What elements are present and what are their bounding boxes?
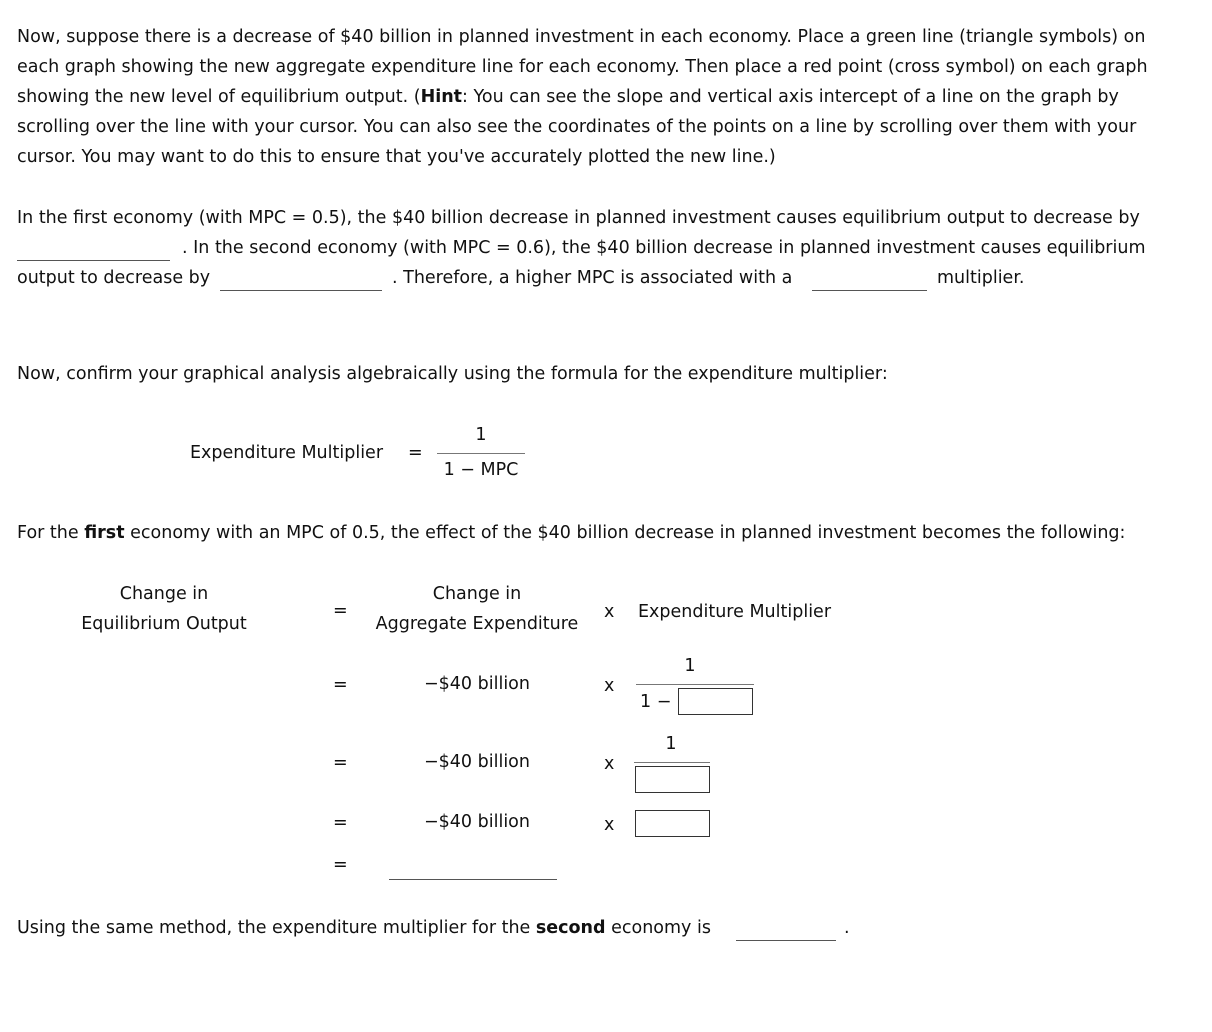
row2-times: x — [604, 754, 615, 774]
first-economy-text — [17, 518, 1125, 548]
row3-equals: = — [333, 813, 348, 833]
row4-equals: = — [333, 855, 348, 875]
equilibrium-change-blank[interactable] — [389, 879, 557, 880]
first-economy-after: economy with an MPC of 0.5, the effect of the $40 billion decrease in planned investment becomes the following: — [124, 523, 1126, 543]
second-period: . — [844, 918, 850, 938]
second-economy-before: Using the same method, the expenditure multiplier for the — [17, 918, 536, 938]
question-line-3-part3: multiplier. — [937, 268, 1025, 288]
row3-times: x — [604, 815, 615, 835]
row1-numerator: 1 — [684, 656, 696, 676]
confirm-text: Now, confirm your graphical analysis algebraically using the formula for the expenditure multiplier: — [17, 364, 888, 384]
second-bold: second — [535, 918, 606, 938]
intro-line-3 — [17, 82, 1119, 112]
question-line-3-part2: . Therefore, a higher MPC is associated with a — [392, 268, 793, 288]
denominator-input[interactable] — [635, 766, 710, 793]
intro-line-5: cursor. You may want to do this to ensure that you've accurately plotted the new line.) — [17, 147, 776, 167]
col3: Expenditure Multiplier — [638, 602, 832, 622]
col2-line1: Change in — [432, 584, 522, 604]
hint-label: Hint — [420, 87, 463, 107]
col1-line2: Equilibrium Output — [81, 614, 247, 634]
formula-denominator: 1 − MPC — [443, 460, 519, 480]
col2-line2: Aggregate Expenditure — [375, 614, 579, 634]
row2-equals: = — [333, 753, 348, 773]
intro-line-1: Now, suppose there is a decrease of $40 billion in planned investment in each economy. Place a green line (triangle symbols) on — [17, 27, 1146, 47]
question-line-3-part1: output to decrease by — [17, 268, 211, 288]
multiplier-size-blank[interactable] — [812, 290, 927, 291]
second-economy-text — [17, 913, 711, 943]
question-line-1: In the first economy (with MPC = 0.5), the $40 billion decrease in planned investment causes equilibrium output to decrease by — [17, 208, 1140, 228]
row2-fraction-bar — [634, 762, 710, 763]
formula-fraction-bar — [437, 453, 525, 454]
row2-numerator: 1 — [665, 734, 677, 754]
row1-one-minus: 1 − — [640, 692, 672, 712]
first-economy-before: For the — [17, 523, 85, 543]
multiplier-input[interactable] — [635, 810, 710, 837]
output-decrease-second-blank[interactable] — [220, 290, 382, 291]
row1-fraction-bar — [636, 684, 754, 685]
row3-change: −$40 billion — [424, 812, 530, 832]
formula-numerator: 1 — [475, 425, 487, 445]
intro-line-3-before: showing the new level of equilibrium output. ( — [17, 87, 421, 107]
output-decrease-first-blank[interactable] — [17, 260, 170, 261]
mpc-input[interactable] — [678, 688, 753, 715]
first-bold: first — [84, 523, 125, 543]
row1-times: x — [604, 676, 615, 696]
header-equals: = — [333, 601, 348, 621]
intro-line-3-after: : You can see the slope and vertical axis intercept of a line on the graph by — [462, 87, 1119, 107]
intro-line-4: scrolling over the line with your cursor. You can also see the coordinates of the points on a line by scrolling over them with your — [17, 117, 1137, 137]
question-line-2: . In the second economy (with MPC = 0.6), the $40 billion decrease in planned investment causes equilibrium — [182, 238, 1146, 258]
row2-change: −$40 billion — [424, 752, 530, 772]
second-multiplier-blank[interactable] — [736, 940, 836, 941]
header-times: x — [604, 602, 615, 622]
row1-change: −$40 billion — [424, 674, 530, 694]
second-economy-after: economy is — [605, 918, 711, 938]
formula-equals: = — [408, 443, 423, 463]
formula-label: Expenditure Multiplier — [190, 443, 384, 463]
intro-line-2: each graph showing the new aggregate expenditure line for each economy. Then place a red point (cross symbol) on each graph — [17, 57, 1148, 77]
col1-line1: Change in — [119, 584, 209, 604]
row1-equals: = — [333, 675, 348, 695]
